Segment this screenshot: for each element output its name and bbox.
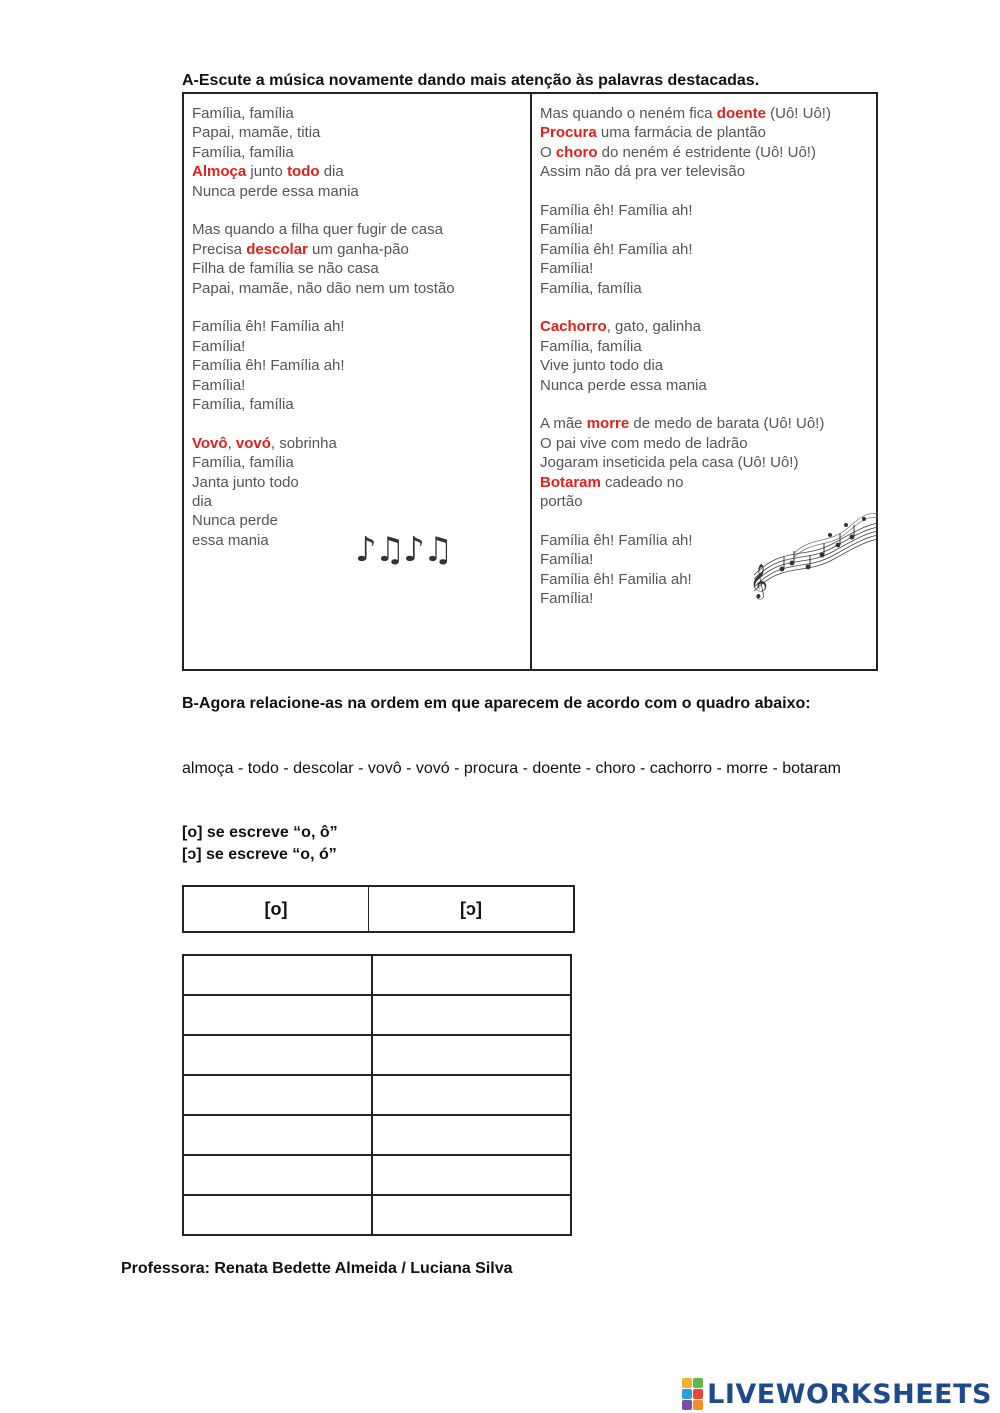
logo-tile [693, 1400, 703, 1410]
header-closed-o: [o] [184, 887, 369, 931]
lyric-line [540, 123, 868, 142]
lyric-line [540, 317, 868, 336]
answer-row [183, 955, 571, 995]
answer-cell-closed [183, 1035, 372, 1075]
lyric-text: Papai, mamãe, não dão nem um tostão [192, 279, 455, 297]
lyric-text: um ganha-pão [307, 240, 409, 258]
section-b-title: B-Agora relacione-as na ordem em que aparecem de acordo com o quadro abaixo: [182, 695, 811, 712]
logo-tile [682, 1378, 692, 1388]
lyric-text: Nunca perde essa mania [540, 376, 707, 394]
lyric-text: Família, família [192, 143, 294, 161]
lyric-text: do neném é estridente (Uô! Uô!) [597, 143, 816, 161]
lyric-text: Família, família [540, 337, 642, 355]
answer-cell-closed [183, 1115, 372, 1155]
lyric-line [540, 337, 868, 356]
lyric-text: Nunca perde essa mania [192, 182, 359, 200]
lyric-line [192, 220, 522, 239]
logo-tile [682, 1389, 692, 1399]
answer-cell-open [372, 955, 571, 995]
lyric-line [192, 123, 522, 142]
answer-cell-open [372, 1115, 571, 1155]
lyric-text: cadeado no [600, 473, 684, 491]
lyric-line [192, 259, 522, 278]
lyric-text: Família! [192, 376, 246, 394]
answer-cell-open [372, 1035, 571, 1075]
lyric-line [540, 279, 868, 298]
lyric-line [540, 453, 868, 472]
lyric-text: Família êh! Família ah! [192, 357, 345, 375]
lyric-text: Família, família [192, 396, 294, 414]
lyric-text: , [227, 434, 236, 452]
answer-table [182, 954, 572, 1236]
lyric-line [540, 434, 868, 453]
lyric-text: dia [319, 163, 344, 181]
lyric-line [192, 434, 522, 453]
lyric-line [192, 337, 522, 356]
answer-input-closed[interactable] [184, 996, 371, 1034]
lyric-text: Família! [192, 337, 246, 355]
lyric-line [540, 201, 868, 220]
answer-input-open[interactable] [373, 1196, 570, 1234]
lyric-text: Vive junto todo dia [540, 357, 664, 375]
stanza [540, 104, 868, 182]
stanza [192, 104, 522, 201]
lyric-text: (Uô! Uô!) [765, 105, 831, 122]
lyric-text: Jogaram inseticida pela casa (Uô! Uô!) [540, 454, 799, 472]
header-open-o: [ɔ] [460, 898, 482, 919]
liveworksheets-brand[interactable] [682, 1378, 992, 1410]
lyric-text: Mas quando o neném fica [540, 105, 717, 122]
answer-input-closed[interactable] [184, 956, 371, 994]
lyric-line [540, 376, 868, 395]
answer-input-closed[interactable] [184, 1116, 371, 1154]
rule-open-o: [ɔ] se escreve “o, ó” [182, 846, 337, 863]
answer-input-open[interactable] [373, 1156, 570, 1194]
lyric-line [192, 376, 522, 395]
lyric-text: Família! [540, 590, 594, 608]
lyric-line [192, 240, 522, 259]
lyric-text: , gato, galinha [606, 318, 701, 336]
lyric-text: Filha de família se não casa [192, 260, 379, 278]
section-a-title: A-Escute a música novamente dando mais atenção às palavras destacadas. [182, 72, 760, 89]
answer-cell-open [372, 1155, 571, 1195]
lyric-text: Nunca perde [192, 512, 278, 530]
highlighted-word: morre [586, 415, 630, 433]
highlighted-word: Vovô [192, 434, 228, 452]
answer-row [183, 1155, 571, 1195]
lyric-line [192, 453, 522, 472]
answer-input-open[interactable] [373, 956, 570, 994]
answer-cell-open [372, 1195, 571, 1235]
lyric-line [192, 182, 522, 201]
lyric-text: O [540, 143, 556, 161]
highlighted-word: Cachorro [540, 318, 607, 336]
lyric-text: Papai, mamãe, titia [192, 124, 321, 142]
answer-input-open[interactable] [373, 1116, 570, 1154]
highlighted-word: Botaram [540, 473, 601, 491]
lyric-line [192, 473, 522, 492]
answer-cell-closed [183, 1075, 372, 1115]
answer-input-open[interactable] [373, 1036, 570, 1074]
classification-header-table [182, 885, 575, 933]
lyric-text: de medo de barata (Uô! Uô!) [629, 415, 825, 433]
rule-closed-o: [o] se escreve “o, ô” [182, 824, 338, 841]
lyric-text: junto [246, 163, 288, 181]
lyric-line [192, 162, 522, 181]
brand-name: LIVEWORKSHEETS [707, 1378, 992, 1410]
lyrics-left-column [184, 94, 532, 669]
logo-tile [693, 1389, 703, 1399]
word-list: almoça - todo - descolar - vovô - vovó - procura - doente - choro - cachorro - morre - botaram [182, 760, 841, 777]
lyric-line [192, 511, 522, 530]
lyric-text: Família êh! Família ah! [540, 202, 693, 220]
lyric-line [540, 162, 868, 181]
lyric-line [540, 414, 868, 433]
highlighted-word: todo [287, 163, 320, 181]
highlighted-word: vovó [235, 434, 271, 452]
stanza [192, 317, 522, 414]
lyric-text: Janta junto todo [192, 473, 299, 491]
phoneme-rules [182, 822, 338, 866]
answer-row [183, 1195, 571, 1235]
lyric-text: uma farmácia de plantão [596, 124, 766, 142]
lyric-text: , sobrinha [270, 434, 337, 452]
lyric-line [540, 104, 868, 123]
lyric-line [192, 279, 522, 298]
lyric-text: dia [192, 493, 213, 511]
logo-tile [682, 1400, 692, 1410]
answer-row [183, 1115, 571, 1155]
lyric-text: Mas quando a filha quer fugir de casa [192, 221, 443, 239]
answer-cell-open [372, 995, 571, 1035]
lyric-text: Família, família [192, 454, 294, 472]
answer-input-closed[interactable] [184, 1196, 371, 1234]
highlighted-word: choro [555, 143, 598, 161]
answer-input-open[interactable] [373, 996, 570, 1034]
lyric-line [192, 395, 522, 414]
answer-input-open[interactable] [373, 1076, 570, 1114]
lyric-line [192, 317, 522, 336]
lyric-text: portão [540, 493, 583, 511]
svg-text:𝄞: 𝄞 [750, 564, 768, 599]
lyric-line [540, 473, 868, 492]
answer-cell-open [372, 1075, 571, 1115]
music-staff-illustration [734, 505, 878, 600]
liveworksheets-logo-icon [682, 1378, 703, 1410]
lyric-line [192, 104, 522, 123]
teacher-credit: Professora: Renata Bedette Almeida / Luciana Silva [121, 1260, 513, 1277]
stanza [540, 201, 868, 298]
highlighted-word: descolar [246, 240, 308, 258]
lyric-text: Família êh! Familia ah! [540, 570, 692, 588]
lyric-text: Família êh! Família ah! [540, 240, 693, 258]
lyric-line [540, 220, 868, 239]
lyric-line [540, 240, 868, 259]
stanza [192, 220, 522, 298]
answer-row [183, 1035, 571, 1075]
lyric-text: Família êh! Família ah! [192, 318, 345, 336]
stanza [540, 317, 868, 395]
highlighted-word: doente [716, 105, 766, 122]
answer-cell-closed [183, 1155, 372, 1195]
lyric-text: Assim não dá pra ver televisão [540, 163, 746, 181]
answer-cell-closed [183, 955, 372, 995]
highlighted-word: Procura [540, 124, 597, 142]
stanza [540, 414, 868, 511]
lyric-text: Família, família [540, 279, 642, 297]
lyric-line [192, 356, 522, 375]
lyric-text: Família êh! Família ah! [540, 531, 693, 549]
lyric-line [540, 259, 868, 278]
lyric-text: Família! [540, 260, 594, 278]
answer-input-closed[interactable] [184, 1156, 371, 1194]
lyric-text: Família! [540, 551, 594, 569]
highlighted-word: Almoça [192, 163, 247, 181]
lyric-text: Precisa [192, 240, 247, 258]
logo-tile [693, 1378, 703, 1388]
lyric-line [540, 356, 868, 375]
answer-cell-closed [183, 1195, 372, 1235]
lyric-line [192, 492, 522, 511]
answer-row [183, 1075, 571, 1115]
answer-input-closed[interactable] [184, 1076, 371, 1114]
lyric-text: Família, família [192, 105, 294, 122]
music-notes-icon: ♪♫♪♫ [355, 530, 452, 570]
answer-row [183, 995, 571, 1035]
lyric-text: essa mania [192, 531, 269, 549]
answer-input-closed[interactable] [184, 1036, 371, 1074]
answer-cell-closed [183, 995, 372, 1035]
lyric-text: A mãe [540, 415, 587, 433]
lyric-line [540, 143, 868, 162]
lyric-text: Família! [540, 221, 594, 239]
lyric-text: O pai vive com medo de ladrão [540, 434, 748, 452]
lyric-line [192, 143, 522, 162]
